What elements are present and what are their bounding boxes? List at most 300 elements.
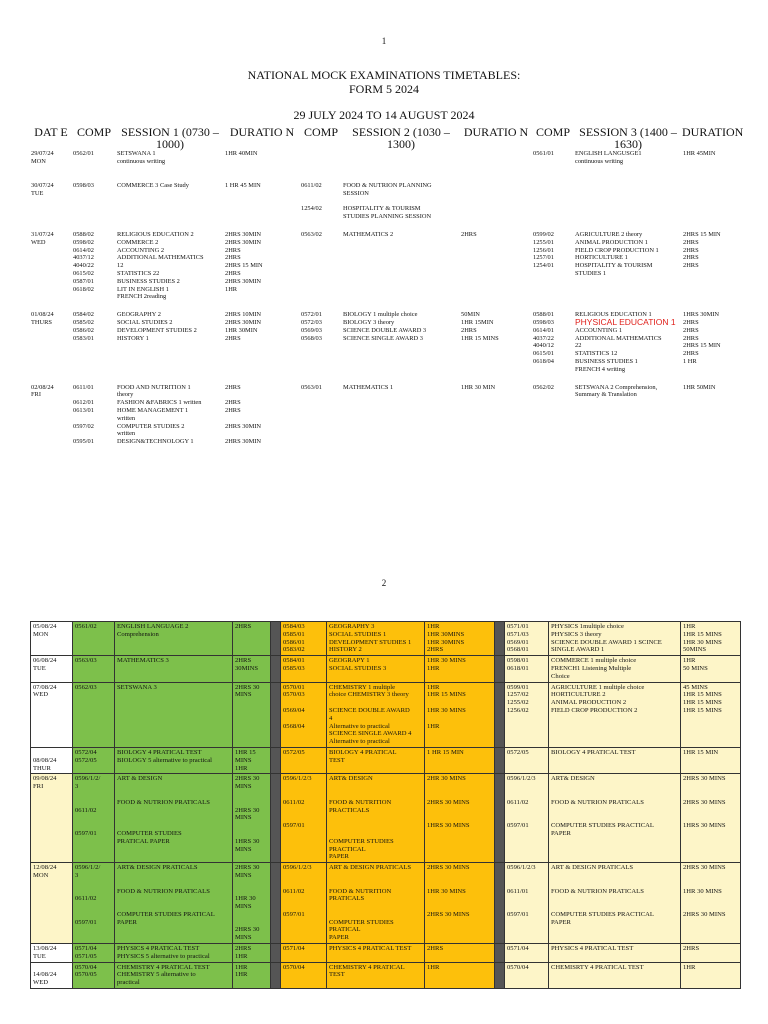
comp-cell-line: [507, 814, 546, 822]
date-cell-line: 07/08/24: [33, 683, 57, 691]
comp-cell: [73, 944, 115, 963]
comp-cell-line: 0598/03: [73, 182, 94, 189]
duration-cell-line: [235, 791, 268, 799]
comp-cell-line: 0611/01: [507, 887, 529, 895]
duration-cell-line: [683, 807, 738, 815]
comp-cell-line: 0562/03: [75, 683, 97, 691]
subject-cell-line: PRATICAL: [329, 926, 361, 934]
subject-cell: [115, 682, 233, 747]
comp-cell-line: 0570/04: [283, 963, 305, 971]
subject-cell: [327, 747, 425, 773]
comp-cell-line: [73, 415, 115, 423]
duration-cell-line: [427, 880, 492, 888]
comp-cell-line: 3: [75, 783, 79, 791]
comp-cell-line: 0561/02: [75, 623, 97, 630]
duration-cell-line: 1HRS 30: [235, 837, 260, 845]
comp-cell-line: [283, 814, 324, 822]
comp-cell-line: [75, 880, 112, 888]
subject-cell: [342, 301, 460, 373]
column-separator: [495, 747, 505, 773]
duration-cell-line: 2HRS: [427, 646, 444, 654]
subject-cell-line: PAPER: [329, 934, 349, 942]
duration-cell-line: 2HRS 30: [235, 683, 260, 691]
comp-cell: [73, 656, 115, 682]
date-cell-line: 14/08/24: [33, 971, 57, 979]
duration-cell-line: 1HR: [683, 623, 696, 630]
comp-cell-line: 1254/02: [301, 205, 322, 213]
date-cell-line: 31/07/24: [31, 230, 54, 238]
comp-cell-line: 0571/04: [75, 945, 97, 953]
comp-cell-line: [283, 699, 324, 707]
column-separator: [495, 863, 505, 944]
duration-cell-line: 1HR: [427, 664, 440, 672]
column-separator: [271, 622, 281, 656]
subject-cell-line: ANIMAL PRODUCTION 1: [575, 238, 648, 246]
comp-cell: [281, 863, 327, 944]
date-cell-line: WED: [33, 691, 49, 699]
duration-cell-line: 1HR 30 MINS: [683, 887, 722, 895]
duration-cell-line: 1HR: [683, 963, 696, 971]
subject-cell-line: 22: [575, 342, 582, 350]
duration-cell-line: 1HR 15 MINS: [683, 691, 722, 699]
comp-cell-line: 0585/03: [283, 664, 305, 672]
column-separator: [495, 682, 505, 747]
duration-cell-line: [235, 888, 268, 896]
duration-cell-line: [427, 807, 492, 815]
date-cell-line: THURS: [31, 318, 52, 326]
subject-cell-line: ENGLISH LANGUAGE 2: [117, 623, 189, 630]
subject-cell-line: FRENCH1 Listening Multiple: [551, 664, 632, 672]
comp-cell-line: 4040/12: [533, 342, 554, 350]
table-row: [31, 622, 741, 656]
subject-cell: [549, 682, 681, 747]
subject-cell-line: COMPUTER STUDIES PRACTICAL: [551, 910, 654, 918]
duration-cell: [425, 656, 495, 682]
duration-cell-line: [427, 814, 492, 822]
date-range: 29 JULY 2024 TO 14 AUGUST 2024: [293, 108, 475, 122]
comp-cell-line: 0597/01: [283, 822, 305, 830]
comp-cell-line: [75, 791, 112, 799]
subject-cell: [327, 774, 425, 863]
duration-cell-line: 2HRS 30 MINS: [683, 864, 726, 872]
subject-cell-line: [329, 791, 422, 799]
subject-cell: [115, 774, 233, 863]
subject-cell-line: CHEMISRTY 4 PRATICAL TEST: [551, 963, 644, 971]
date-cell-line: TUE: [33, 952, 46, 960]
subject-cell-line: PRATICAL PAPER: [117, 837, 170, 845]
date-cell-line: 02/08/24: [31, 383, 54, 391]
comp-cell-line: 0597/01: [507, 910, 529, 918]
subject-cell-line: [551, 791, 678, 799]
duration-cell-line: 2HRS: [683, 262, 699, 270]
comp-cell-line: 0599/01: [507, 683, 529, 691]
duration-cell-line: [427, 895, 492, 903]
duration-cell: [233, 944, 271, 963]
subject-cell-line: SOCIAL STUDIES 2: [117, 318, 173, 326]
duration-cell-line: 2HRS: [683, 350, 699, 358]
comp-cell-line: 0572/05: [75, 756, 97, 764]
subject-cell-line: GEOGRAPHY 3: [329, 623, 375, 630]
subject-cell-line: MATHEMATICS 1: [343, 383, 394, 391]
duration-cell-line: [235, 799, 268, 807]
date-cell-line: THUR: [33, 764, 51, 772]
header-session-3: SESSION 3 (1400 – 1630): [579, 125, 677, 151]
duration-cell: [233, 656, 271, 682]
duration-cell-line: 2HRS: [235, 623, 252, 630]
subject-cell-line: DEVELOPMENT STUDIES 2: [117, 326, 197, 334]
comp-cell-line: 0572/05: [283, 748, 305, 756]
timetable-title-block: [0, 68, 768, 123]
subject-cell-line: written: [117, 414, 136, 422]
subject-cell-line: PHYSICS 4 PRATICAL TEST: [329, 945, 412, 953]
subject-cell-line: [551, 814, 678, 822]
duration-cell-line: 1HRS 30 MINS: [683, 822, 726, 830]
comp-cell: [72, 172, 116, 221]
subject-cell-line: MATHEMATICS 3: [117, 657, 169, 665]
duration-cell-line: [427, 791, 492, 799]
duration-cell: [425, 863, 495, 944]
duration-cell-line: MINS: [235, 691, 252, 699]
comp-cell-line: 0571/05: [75, 952, 97, 960]
duration-cell-line: 1HR 30 MINS: [427, 657, 466, 665]
subject-cell: [327, 622, 425, 656]
comp-cell: [505, 774, 549, 863]
subject-cell-line: BIOLOGY 4 PRATICAL TEST: [551, 748, 636, 756]
subject-cell: [327, 682, 425, 747]
subject-cell: [549, 656, 681, 682]
subject-cell-line: DESIGN&TECHNOLOGY 1: [117, 438, 194, 446]
table-row: [31, 944, 741, 963]
subject-cell-line: [551, 880, 678, 888]
subject-cell-line: CHEMISTRY 5 alternative to: [117, 971, 196, 979]
subject-cell-line: [551, 903, 678, 911]
duration-cell: [681, 656, 741, 682]
column-separator: [495, 774, 505, 863]
comp-cell-line: [73, 391, 115, 399]
duration-cell-line: [427, 903, 492, 911]
comp-cell: [73, 682, 115, 747]
subject-cell-line: HOSPITALITY & TOURISM: [343, 205, 421, 213]
subject-cell-line: ART& DESIGN: [551, 775, 595, 783]
comp-cell-line: 0562/01: [73, 150, 94, 157]
duration-cell-line: 1HR 30 MINS: [427, 887, 466, 895]
duration-cell-line: 1 HR: [683, 357, 697, 365]
comp-cell-line: 0597/01: [75, 829, 97, 837]
comp-cell-line: 0612/01: [73, 399, 94, 407]
duration-cell-line: MINS: [235, 783, 252, 791]
duration-cell-line: MINS: [235, 903, 252, 911]
duration-cell-line: 2HRS 30MIN: [225, 422, 262, 430]
subject-cell-line: HOSPITALITY & TOURISM: [575, 262, 653, 270]
duration-cell-line: [235, 830, 268, 838]
duration-cell: [233, 863, 271, 944]
subject-cell-line: PHYSICS 5 alternative to practical: [117, 952, 210, 960]
duration-cell-line: 1HRS 30MIN: [683, 311, 720, 319]
duration-cell: [681, 863, 741, 944]
duration-cell-line: 1HR: [427, 722, 440, 730]
comp-cell-line: 0584/01: [283, 657, 305, 665]
duration-cell-line: 2HRS 10MIN: [225, 311, 262, 319]
subject-cell-line: COMPUTER STUDIES PRATICAL: [117, 910, 215, 918]
table-row: [30, 221, 740, 301]
subject-cell-line: RELIGIOUS EDUCATION 1: [575, 311, 652, 319]
subject-cell-line: [117, 791, 230, 799]
subject-cell-line: SCIENCE SINGLE AWARD 3: [343, 334, 423, 342]
comp-cell-line: 0572/04: [75, 748, 97, 756]
duration-cell-line: 1HR 30: [235, 895, 256, 903]
subject-cell-line: GEOGRAPY 1: [329, 657, 370, 665]
subject-cell-line: HISTORY 1: [117, 334, 149, 342]
comp-cell: [532, 301, 574, 373]
column-separator: [271, 863, 281, 944]
subject-cell: [574, 374, 682, 446]
duration-cell-line: 1HR: [235, 971, 248, 979]
date-cell-line: 01/08/24: [31, 311, 54, 319]
duration-cell-line: 2HRS 30 MINS: [427, 864, 470, 872]
subject-cell-line: ANIMAL PRODUCTION 2: [551, 699, 627, 707]
subject-cell: [116, 301, 224, 373]
timetable-page-1: [30, 125, 744, 446]
date-cell: [30, 221, 72, 301]
table-row: [30, 374, 740, 446]
date-cell-line: 13/08/24: [33, 945, 57, 953]
comp-cell: [300, 374, 342, 446]
date-cell-line: 29/07/24: [31, 150, 54, 157]
comp-cell: [72, 374, 116, 446]
subject-cell-line: SCIENCE DOUBLE AWARD 1 SCINCE: [551, 638, 662, 646]
comp-cell-line: 3: [75, 871, 79, 879]
duration-cell-line: 2HRS: [225, 383, 241, 391]
comp-cell-line: 4037/22: [533, 334, 554, 342]
comp-cell-line: 0615/02: [73, 269, 94, 277]
duration-cell: [233, 747, 271, 773]
comp-cell-line: 0572/01: [301, 311, 322, 319]
subject-cell: [342, 172, 460, 221]
comp-cell-line: [301, 198, 341, 206]
subject-cell: [342, 374, 460, 446]
comp-cell-line: 0598/03: [533, 318, 554, 326]
subject-cell-line: ART & DESIGN: [117, 775, 163, 783]
subject-cell: [574, 150, 682, 172]
table-row: [30, 172, 740, 221]
subject-cell: [549, 747, 681, 773]
comp-cell: [532, 221, 574, 301]
subject-cell-line: [329, 822, 422, 830]
duration-cell-line: 2HRS 30 MINS: [683, 910, 726, 918]
subject-cell-line: Alternative to practical: [329, 722, 390, 730]
duration-cell-line: 2HRS: [683, 945, 700, 953]
comp-cell-line: 0584/02: [73, 311, 94, 319]
duration-cell-line: 1HR 15 MINS: [683, 630, 722, 638]
duration-cell-line: MINS: [235, 934, 252, 942]
comp-cell-line: 0597/02: [73, 422, 94, 430]
duration-cell: [460, 150, 532, 172]
comp-cell-line: 0569/01: [507, 638, 529, 646]
subject-cell: [342, 150, 460, 172]
comp-cell: [73, 863, 115, 944]
duration-cell-line: [427, 699, 492, 707]
subject-cell-line: PAPER: [329, 853, 349, 861]
duration-cell-line: [683, 880, 738, 888]
subject-cell-line: COMMERCE 2: [117, 238, 159, 246]
subject-cell-line: BIOLOGY 4 PRATICAL: [329, 748, 397, 756]
subject-cell-line: SCIENCE DOUBLE AWARD 3: [343, 326, 427, 334]
duration-cell: [682, 221, 740, 301]
duration-cell: [682, 301, 740, 373]
comp-cell-line: 0584/03: [283, 623, 305, 630]
subject-cell-line: COMMERCE 1 multiple choice: [551, 657, 637, 665]
date-cell: [31, 622, 73, 656]
date-cell: [31, 682, 73, 747]
comp-cell-line: [75, 903, 112, 911]
comp-cell: [505, 747, 549, 773]
duration-cell-line: 2HRS: [225, 246, 241, 254]
comp-cell-line: 1257/02: [507, 691, 529, 699]
comp-cell-line: [75, 888, 112, 896]
subject-cell-line: BIOLOGY 3 theory: [343, 318, 395, 326]
subject-cell: [574, 221, 682, 301]
duration-cell-line: 1HR: [235, 963, 248, 971]
table-row: [30, 301, 740, 373]
subject-cell: [549, 962, 681, 988]
duration-cell-line: [427, 872, 492, 880]
duration-cell-line: 50 MINS: [683, 664, 708, 672]
duration-cell-line: 2HRS 15 MIN: [225, 262, 263, 270]
comp-cell-line: 0598/02: [73, 238, 94, 246]
duration-cell-line: 2HRS 30: [235, 775, 260, 783]
duration-cell-line: 1HR 30 MINS: [683, 638, 722, 646]
duration-cell: [425, 747, 495, 773]
subject-cell-line: STATISTICS 22: [117, 269, 160, 277]
header-comp-1: COMP: [76, 125, 111, 139]
comp-cell-line: 0614/01: [533, 326, 554, 334]
subject-cell-line: HORTICULTURE 2: [551, 691, 606, 699]
subject-cell-line: SETSWANA 1: [117, 150, 156, 157]
subject-cell: [549, 774, 681, 863]
duration-cell: [425, 944, 495, 963]
comp-cell-line: [283, 903, 324, 911]
duration-cell: [224, 301, 300, 373]
duration-cell: [233, 774, 271, 863]
comp-cell-line: 0595/01: [73, 438, 94, 446]
duration-cell-line: 1HR: [427, 623, 440, 630]
duration-cell-line: 1HR: [225, 285, 238, 293]
comp-cell-line: 0611/02: [75, 895, 97, 903]
subject-cell: [116, 221, 224, 301]
comp-cell-line: 0618/02: [73, 285, 94, 293]
subject-cell-line: 4: [329, 714, 333, 722]
duration-cell-line: 2HRS: [683, 334, 699, 342]
comp-cell: [505, 656, 549, 682]
duration-cell-line: 2HRS 30 MINS: [427, 798, 470, 806]
comp-cell-line: 0586/01: [283, 638, 305, 646]
comp-cell-line: 0568/03: [301, 334, 322, 342]
duration-cell-line: 2HRS 30 MINS: [427, 910, 470, 918]
duration-cell-line: 2HRS 30MIN: [225, 318, 262, 326]
comp-cell-line: 0611/02: [283, 798, 305, 806]
subject-cell-line: SCIENCE SINGLE AWARD 4: [329, 730, 412, 738]
subject-cell: [549, 622, 681, 656]
comp-cell-line: [507, 791, 546, 799]
comp-cell: [73, 747, 115, 773]
comp-cell-line: 0615/01: [533, 350, 554, 358]
comp-cell-line: 0587/01: [73, 277, 94, 285]
subject-cell-line: [117, 895, 230, 903]
duration-cell-line: [225, 430, 299, 438]
duration-cell-line: 2HRS 15 MIN: [683, 230, 721, 238]
header-session-1: SESSION 1 (0730 – 1000): [121, 125, 219, 151]
subject-cell-line: PAPER: [117, 918, 137, 926]
duration-cell: [460, 172, 532, 221]
duration-cell-line: [427, 783, 492, 791]
comp-cell: [300, 301, 342, 373]
header-duration-3: DURATION: [682, 125, 744, 139]
subject-cell-line: FOOD & NUTRION PRATICALS: [551, 798, 644, 806]
subject-cell-line: FOOD & NUTRITION: [329, 798, 392, 806]
subject-cell-line: COMPUTER STUDIES PRACTICAL: [551, 822, 654, 830]
subject-cell-line: [329, 880, 422, 888]
subject-cell-line: BIOLOGY 4 PRATICAL TEST: [117, 748, 202, 756]
subject-cell-line: COMPUTER STUDIES: [329, 837, 394, 845]
subject-cell-line: ART& DESIGN: [329, 775, 373, 783]
comp-cell-line: 0597/01: [283, 910, 305, 918]
duration-cell-line: 2HRS 30MIN: [225, 277, 262, 285]
header-comp-3: COMP: [535, 125, 570, 139]
subject-cell-line: continuous writing: [117, 157, 166, 165]
table-row: [30, 150, 740, 172]
duration-cell-line: 50MIN: [461, 311, 480, 319]
date-cell: [30, 150, 72, 172]
comp-cell-line: 0571/04: [507, 945, 529, 953]
subject-cell-line: [117, 872, 230, 880]
subject-cell: [549, 944, 681, 963]
date-cell-line: MON: [33, 630, 49, 638]
comp-cell: [300, 150, 342, 172]
comp-cell-line: 0596/1/2/3: [283, 864, 312, 872]
subject-cell-line: TEST: [329, 971, 345, 979]
subject-cell-line: DEVELOPMENT STUDIES 1: [329, 638, 412, 646]
date-cell-line: WED: [31, 238, 46, 246]
subject-cell: [574, 301, 682, 373]
subject-cell-line: PRACTICAL: [329, 845, 366, 853]
duration-cell-line: 2HRS: [235, 657, 252, 665]
table-row: [31, 774, 741, 863]
comp-cell: [505, 622, 549, 656]
comp-cell-line: [75, 799, 112, 807]
comp-cell-line: [283, 872, 324, 880]
duration-cell-line: 1HR: [427, 683, 440, 691]
duration-cell-line: 1HR 15 MINS: [683, 699, 722, 707]
page-number-2: 2: [381, 578, 387, 588]
duration-cell-line: 2HRS: [235, 945, 252, 953]
date-cell-line: WED: [33, 979, 49, 987]
subject-cell-line: CHEMISTRY 4 PRATICAL: [329, 963, 405, 971]
duration-cell-line: 1 HR 15 MIN: [427, 748, 464, 756]
timetable-page-2: [30, 621, 741, 989]
comp-cell: [505, 682, 549, 747]
subject-cell-line: [551, 807, 678, 815]
subject-cell: [115, 863, 233, 944]
table-row: [31, 962, 741, 988]
subject-cell-line: STUDIES 1: [575, 269, 607, 277]
subject-cell-line: PRATICALS: [329, 895, 365, 903]
duration-cell-line: 2HRS: [683, 238, 699, 246]
duration-cell-line: [225, 415, 299, 423]
subject-cell-line: HOME MANAGEMENT 1: [117, 406, 189, 414]
date-cell: [31, 656, 73, 682]
comp-cell-line: 0597/01: [75, 918, 97, 926]
subject-cell-line: PAPER: [551, 829, 571, 837]
